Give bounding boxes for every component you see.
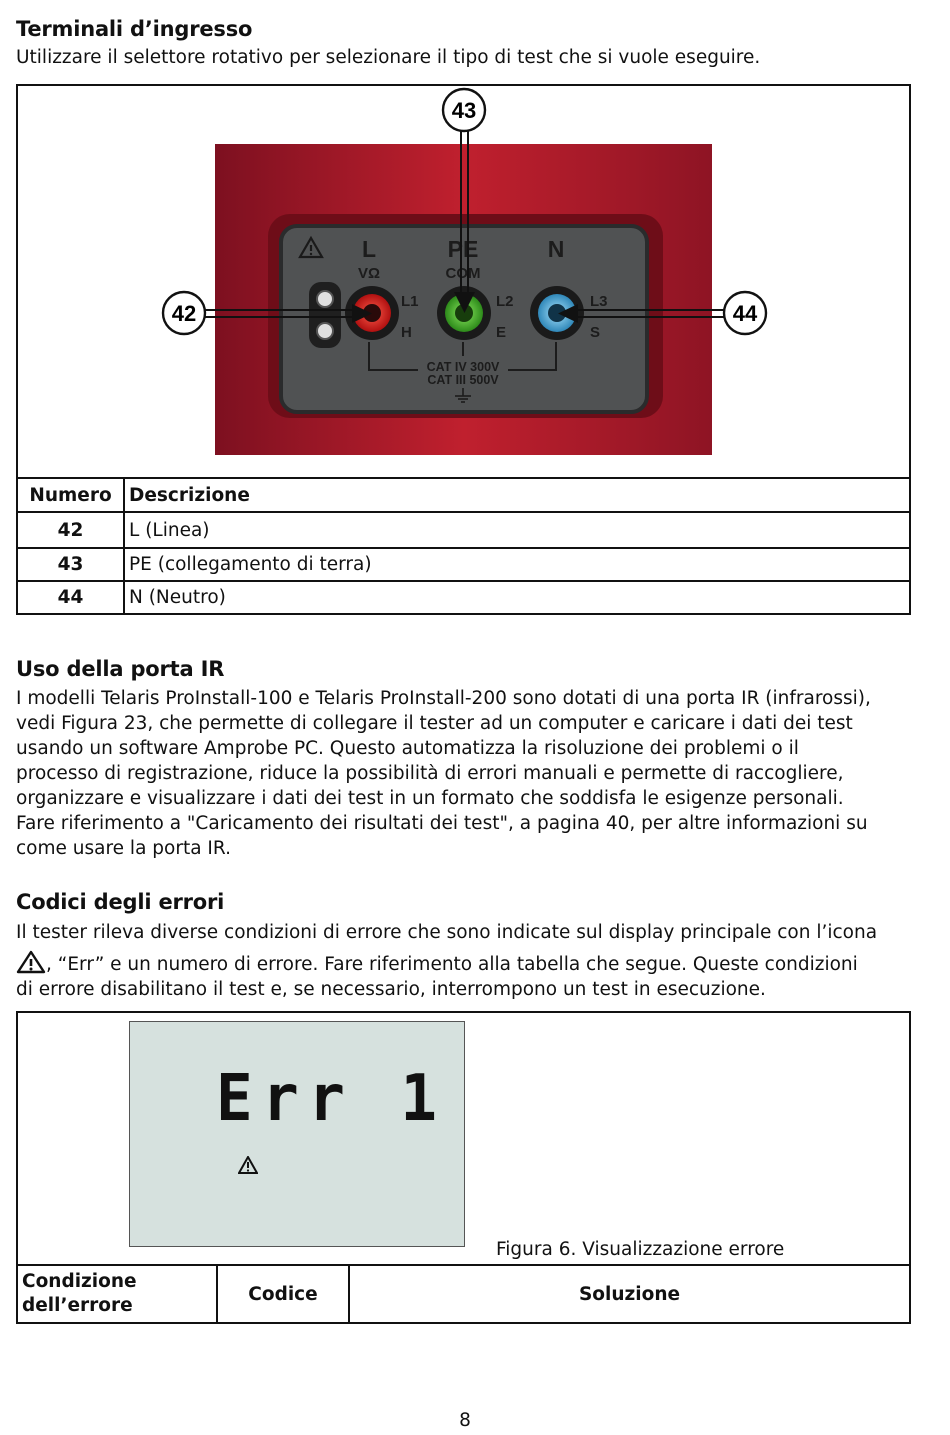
warning-icon: [16, 950, 46, 974]
row-num: 43: [17, 548, 124, 581]
section-title-porta-ir: Uso della porta IR: [16, 657, 225, 681]
label-H: H: [401, 324, 412, 341]
label-L: L: [361, 236, 377, 262]
label-L2: L2: [496, 293, 514, 310]
paragraph-line: Fare riferimento a "Caricamento dei risultati dei test", a pagina 40, per altre informazioni su: [16, 813, 868, 834]
section-body-porta-ir: [16, 686, 936, 861]
label-PE: PE: [447, 236, 479, 262]
header-soluzione: Soluzione: [349, 1265, 910, 1323]
paragraph-line: come usare la porta IR.: [16, 838, 231, 859]
paragraph-line: [16, 950, 936, 977]
row-num: 44: [17, 581, 124, 614]
table-row: [17, 512, 910, 548]
label-vohm: VΩ: [357, 265, 381, 282]
paragraph-line: usando un software Amprobe PC. Questo automatizza la risoluzione dei problemi o il: [16, 738, 799, 759]
header-codice: Codice: [217, 1265, 349, 1323]
paragraph-line: di errore disabilitano il test e, se necessario, interrompono un test in esecuzione.: [16, 979, 766, 1000]
section-title-codici-errori: Codici degli errori: [16, 890, 225, 914]
callout-44: 44: [732, 301, 758, 326]
terminals-figure: [18, 86, 909, 478]
row-desc: PE (collegamento di terra): [124, 548, 910, 581]
error-figure-frame: [16, 1011, 911, 1266]
section-intro-terminali: Utilizzare il selettore rotativo per selezionare il tipo di test che si vuole eseguire.: [16, 47, 761, 68]
row-desc: N (Neutro): [124, 581, 910, 614]
row-desc: L (Linea): [124, 512, 910, 548]
label-N: N: [547, 236, 565, 262]
table-row: [17, 548, 910, 581]
page-number: 8: [459, 1410, 471, 1431]
row-num: 42: [17, 512, 124, 548]
table-header-row: [17, 1265, 910, 1323]
paragraph-line: organizzare e visualizzare i dati dei test in un formato che soddisfa le esigenze personali.: [16, 788, 844, 809]
display-warning-icon: [238, 1156, 258, 1174]
header-condizione: Condizione dell’errore: [17, 1265, 217, 1323]
screw-icon: [317, 323, 333, 339]
table-header-row: [17, 478, 910, 512]
header-numero: Numero: [17, 478, 124, 512]
screw-icon: [317, 291, 333, 307]
terminal-table: [16, 477, 911, 615]
header-descrizione: Descrizione: [124, 478, 910, 512]
paragraph-line-text: , “Err” e un numero di errore. Fare riferimento alla tabella che segue. Queste condizioni: [46, 954, 858, 975]
label-cat-iii: CAT III 500V: [427, 373, 499, 387]
figure-caption: Figura 6. Visualizzazione errore: [496, 1239, 785, 1260]
callout-43: 43: [451, 98, 477, 123]
error-table: [16, 1264, 911, 1324]
paragraph-line: vedi Figura 23, che permette di collegare il tester ad un computer e caricare i dati dei test: [16, 713, 853, 734]
label-com: COM: [445, 265, 481, 282]
error-display: [129, 1021, 465, 1247]
paragraph-line: I modelli Telaris ProInstall-100 e Telaris ProInstall-200 sono dotati di una porta IR (infrarossi),: [16, 688, 871, 709]
label-S: S: [590, 324, 601, 341]
label-L3: L3: [590, 293, 608, 310]
section-body-codici-errori: [16, 920, 936, 1002]
table-row: [17, 581, 910, 614]
callout-42: 42: [171, 301, 197, 326]
label-cat-iv: CAT IV 300V: [426, 360, 500, 374]
label-L1: L1: [401, 293, 419, 310]
label-E: E: [496, 324, 507, 341]
paragraph-line: processo di registrazione, riduce la possibilità di errori manuali e permette di raccogliere,: [16, 763, 844, 784]
section-title-terminali: Terminali d’ingresso: [16, 17, 253, 41]
display-error-text: Err 1: [216, 1062, 447, 1136]
terminals-figure-frame: [16, 84, 911, 478]
paragraph-line: Il tester rileva diverse condizioni di errore che sono indicate sul display principale con l’icona: [16, 922, 878, 943]
